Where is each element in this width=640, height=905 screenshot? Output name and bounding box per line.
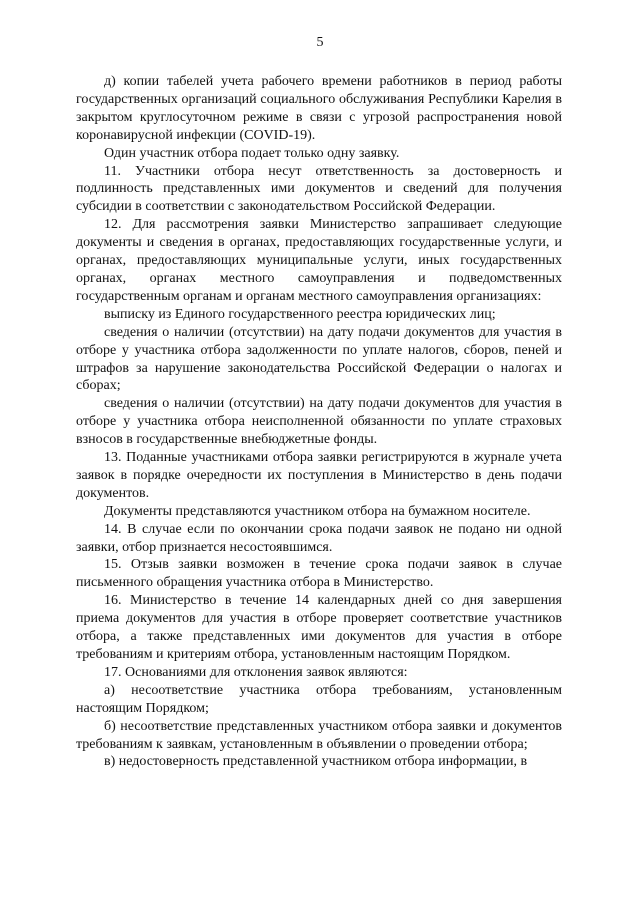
paragraph-11: 11. Участники отбора несут ответственность за достоверность и подлинность представленных ими документов и сведений для получения субсидии в соответствии с законодательством Российской Федерации.: [76, 163, 562, 215]
paragraph-16: 16. Министерство в течение 14 календарных дней со дня завершения приема документов для участия в отборе проверяет соответствие участников отбора, а также представленных ими документов для участия в отборе требованиям и критериям отбора, установленным настоящим Порядком.: [76, 593, 562, 662]
paragraph-17-b: б) несоответствие представленных участником отбора заявки и документов требованиям к заявкам, установленным в объявлении о проведении отбора;: [76, 718, 562, 752]
paragraph-13: 13. Поданные участниками отбора заявки регистрируются в журнале учета заявок в порядке очередности их поступления в Министерство в день подачи документов.: [76, 450, 562, 501]
paragraph-tax-debt-info: сведения о наличии (отсутствии) на дату подачи документов для участия в отборе у участника отбора задолженности по уплате налогов, сборов, пеней и штрафов за нарушение законодательства Российской Федерации о налогах и сборах;: [76, 324, 562, 394]
document-body: [76, 73, 562, 771]
paragraph-paper-documents: Документы представляются участником отбора на бумажном носителе.: [104, 503, 531, 519]
paragraph-17-v: в) недостоверность представленной участником отбора информации, в: [104, 754, 528, 770]
paragraph-12: 12. Для рассмотрения заявки Министерство запрашивает следующие документы и сведения в органах, предоставляющих государственные услуги, и органах, предоставляющих муниципальные услуги, иных государственных органах, органах местного самоуправления и подведомственных государственным органам и органам местного самоуправления организациях:: [76, 217, 562, 304]
paragraph-insurance-info: сведения о наличии (отсутствии) на дату подачи документов для участия в отборе у участника отбора неисполненной обязанности по уплате страховых взносов в государственные внебюджетные фонды.: [76, 396, 562, 448]
paragraph-17: 17. Основаниями для отклонения заявок являются:: [104, 664, 408, 680]
page-number: 5: [316, 35, 324, 50]
paragraph-14: 14. В случае если по окончании срока подачи заявок не подано ни одной заявки, отбор признается несостоявшимся.: [76, 521, 562, 555]
paragraph-17-a: а) несоответствие участника отбора требованиям, установленным настоящим Порядком;: [76, 682, 562, 716]
paragraph-15: 15. Отзыв заявки возможен в течение срока подачи заявок в случае письменного обращения участника отбора в Министерство.: [76, 557, 562, 591]
paragraph-item-d-copies: д) копии табелей учета рабочего времени работников в период работы государственных организаций социального обслуживания Республики Карелия в закрытом круглосуточном режиме в связи с угрозой распространения новой коронавирусной инфекции (COVID-19).: [76, 74, 562, 143]
paragraph-one-application: Один участник отбора подает только одну заявку.: [104, 145, 400, 161]
paragraph-egrul-extract: выписку из Единого государственного реестра юридических лиц;: [104, 306, 496, 322]
